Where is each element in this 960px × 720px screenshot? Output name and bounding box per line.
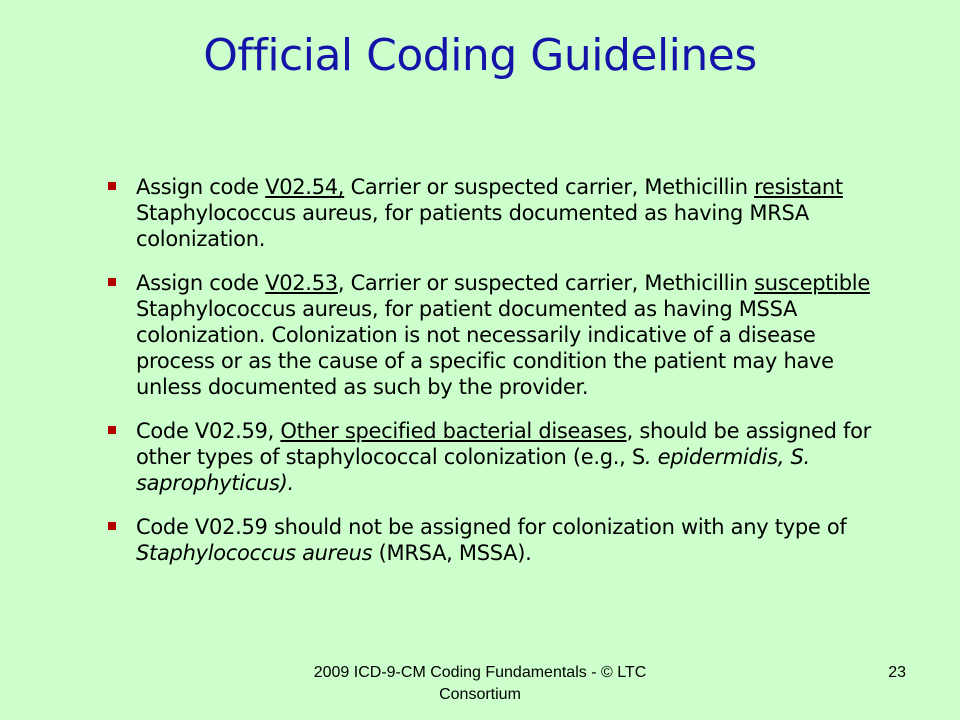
square-bullet-icon [108, 522, 116, 530]
bullet-text: Carrier or suspected carrier, Methicillin [344, 175, 755, 199]
bullet-item-v02-53 [104, 270, 894, 400]
footer-text: 2009 ICD-9-CM Coding Fundamentals - © LTC Consortium [313, 664, 647, 703]
bullet-item-v02-59-other [104, 418, 894, 496]
slide-title: Official Coding Guidelines [203, 30, 757, 81]
square-bullet-icon [108, 182, 116, 190]
bullet-text: Code V02.59, [136, 419, 281, 443]
bullet-text: (MRSA, MSSA). [372, 541, 532, 565]
bullet-list [104, 174, 894, 584]
bullet-text: Assign code [136, 271, 266, 295]
code-v02-54: V02.54, [265, 175, 345, 199]
bullet-item-v02-54 [104, 174, 894, 252]
bullet-text: , Carrier or suspected carrier, Methicillin [337, 271, 755, 295]
square-bullet-icon [108, 278, 116, 286]
code-v02-53: V02.53 [265, 271, 338, 295]
species-names: . epidermidis, S. saprophyticus). [136, 445, 810, 495]
term-susceptible: susceptible [754, 271, 870, 295]
bullet-text: , should be assigned for other types of staphylococcal colonization (e.g., S [136, 419, 872, 469]
page-number: 23 [888, 664, 906, 681]
bullet-text: Staphylococcus aureus, for patient documented as having MSSA colonization. Colonization is not necessarily indicative of a disease process or as the cause of a specific condition the patient may have unless documented as such by the provider. [136, 297, 834, 399]
bullet-text: Staphylococcus aureus, for patients documented as having MRSA colonization. [136, 201, 809, 251]
bullet-text: Assign code [136, 175, 266, 199]
bullet-item-v02-59-not-assigned [104, 514, 894, 566]
term-other-specified-bacterial-diseases: Other specified bacterial diseases [280, 419, 627, 443]
bullet-text: Code V02.59 should not be assigned for colonization with any type of [136, 515, 847, 539]
square-bullet-icon [108, 426, 116, 434]
species-staphylococcus-aureus: Staphylococcus aureus [136, 541, 373, 565]
term-resistant: resistant [754, 175, 843, 199]
